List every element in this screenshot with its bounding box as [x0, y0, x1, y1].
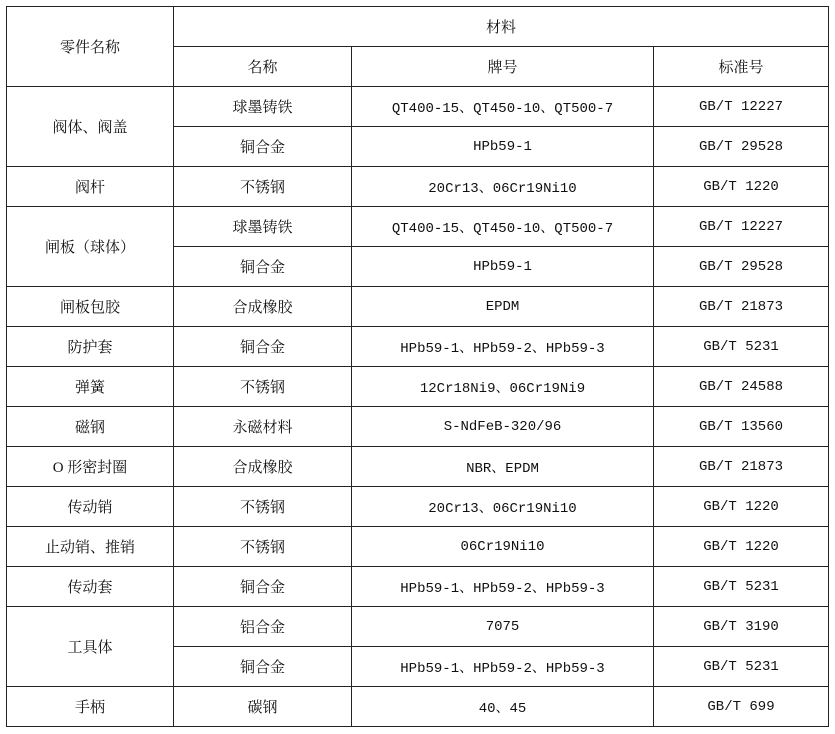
part-cell: O 形密封圈	[7, 447, 174, 487]
part-cell: 阀杆	[7, 167, 174, 207]
material-name-cell: 铜合金	[174, 647, 352, 687]
table-row	[7, 487, 829, 527]
table-row	[7, 207, 829, 247]
grade-cell: QT400-15、QT450-10、QT500-7	[352, 207, 654, 247]
table-row	[7, 327, 829, 367]
grade-cell: HPb59-1、HPb59-2、HPb59-3	[352, 567, 654, 607]
material-name-cell: 不锈钢	[174, 487, 352, 527]
table-row	[7, 367, 829, 407]
material-name-cell: 铜合金	[174, 567, 352, 607]
grade-cell: 20Cr13、06Cr19Ni10	[352, 487, 654, 527]
material-name-cell: 铜合金	[174, 247, 352, 287]
standard-cell: GB/T 5231	[654, 647, 829, 687]
materials-table	[6, 6, 829, 727]
grade-cell: 7075	[352, 607, 654, 647]
material-name-cell: 不锈钢	[174, 167, 352, 207]
part-cell: 弹簧	[7, 367, 174, 407]
part-cell: 防护套	[7, 327, 174, 367]
grade-cell: 12Cr18Ni9、06Cr19Ni9	[352, 367, 654, 407]
grade-cell: HPb59-1	[352, 127, 654, 167]
material-name-cell: 球墨铸铁	[174, 87, 352, 127]
grade-cell: HPb59-1	[352, 247, 654, 287]
grade-cell: 06Cr19Ni10	[352, 527, 654, 567]
standard-cell: GB/T 24588	[654, 367, 829, 407]
grade-cell: HPb59-1、HPb59-2、HPb59-3	[352, 647, 654, 687]
part-cell: 闸板（球体）	[7, 207, 174, 287]
material-name-cell: 合成橡胶	[174, 447, 352, 487]
grade-cell: NBR、EPDM	[352, 447, 654, 487]
standard-cell: GB/T 1220	[654, 167, 829, 207]
table-header	[7, 7, 829, 87]
material-header: 材料	[174, 7, 829, 47]
grade-cell: EPDM	[352, 287, 654, 327]
material-name-cell: 不锈钢	[174, 527, 352, 567]
standard-cell: GB/T 29528	[654, 127, 829, 167]
standard-cell: GB/T 699	[654, 687, 829, 727]
grade-cell: HPb59-1、HPb59-2、HPb59-3	[352, 327, 654, 367]
grade-cell: 20Cr13、06Cr19Ni10	[352, 167, 654, 207]
standard-cell: GB/T 13560	[654, 407, 829, 447]
standard-cell: GB/T 21873	[654, 447, 829, 487]
standard-cell: GB/T 21873	[654, 287, 829, 327]
table-row	[7, 167, 829, 207]
table-row	[7, 287, 829, 327]
table-row	[7, 607, 829, 647]
standard-cell: GB/T 12227	[654, 87, 829, 127]
standard-cell: GB/T 3190	[654, 607, 829, 647]
part-cell: 闸板包胶	[7, 287, 174, 327]
grade-cell: QT400-15、QT450-10、QT500-7	[352, 87, 654, 127]
standard-cell: GB/T 12227	[654, 207, 829, 247]
part-cell: 磁钢	[7, 407, 174, 447]
part-cell: 手柄	[7, 687, 174, 727]
table-row	[7, 87, 829, 127]
table-row	[7, 567, 829, 607]
grade-cell: 40、45	[352, 687, 654, 727]
standard-header: 标准号	[654, 47, 829, 87]
material-name-header: 名称	[174, 47, 352, 87]
grade-cell: S-NdFeB-320/96	[352, 407, 654, 447]
material-name-cell: 不锈钢	[174, 367, 352, 407]
part-cell: 阀体、阀盖	[7, 87, 174, 167]
table-row	[7, 407, 829, 447]
material-name-cell: 碳钢	[174, 687, 352, 727]
standard-cell: GB/T 29528	[654, 247, 829, 287]
part-cell: 传动套	[7, 567, 174, 607]
table-row	[7, 527, 829, 567]
part-cell: 工具体	[7, 607, 174, 687]
part-name-header: 零件名称	[7, 7, 174, 87]
grade-header: 牌号	[352, 47, 654, 87]
part-cell: 止动销、推销	[7, 527, 174, 567]
standard-cell: GB/T 1220	[654, 527, 829, 567]
table-row	[7, 447, 829, 487]
material-name-cell: 合成橡胶	[174, 287, 352, 327]
material-name-cell: 球墨铸铁	[174, 207, 352, 247]
material-name-cell: 铝合金	[174, 607, 352, 647]
material-name-cell: 铜合金	[174, 127, 352, 167]
table-row	[7, 687, 829, 727]
standard-cell: GB/T 1220	[654, 487, 829, 527]
material-name-cell: 铜合金	[174, 327, 352, 367]
material-name-cell: 永磁材料	[174, 407, 352, 447]
table-body	[7, 87, 829, 727]
part-cell: 传动销	[7, 487, 174, 527]
standard-cell: GB/T 5231	[654, 327, 829, 367]
standard-cell: GB/T 5231	[654, 567, 829, 607]
